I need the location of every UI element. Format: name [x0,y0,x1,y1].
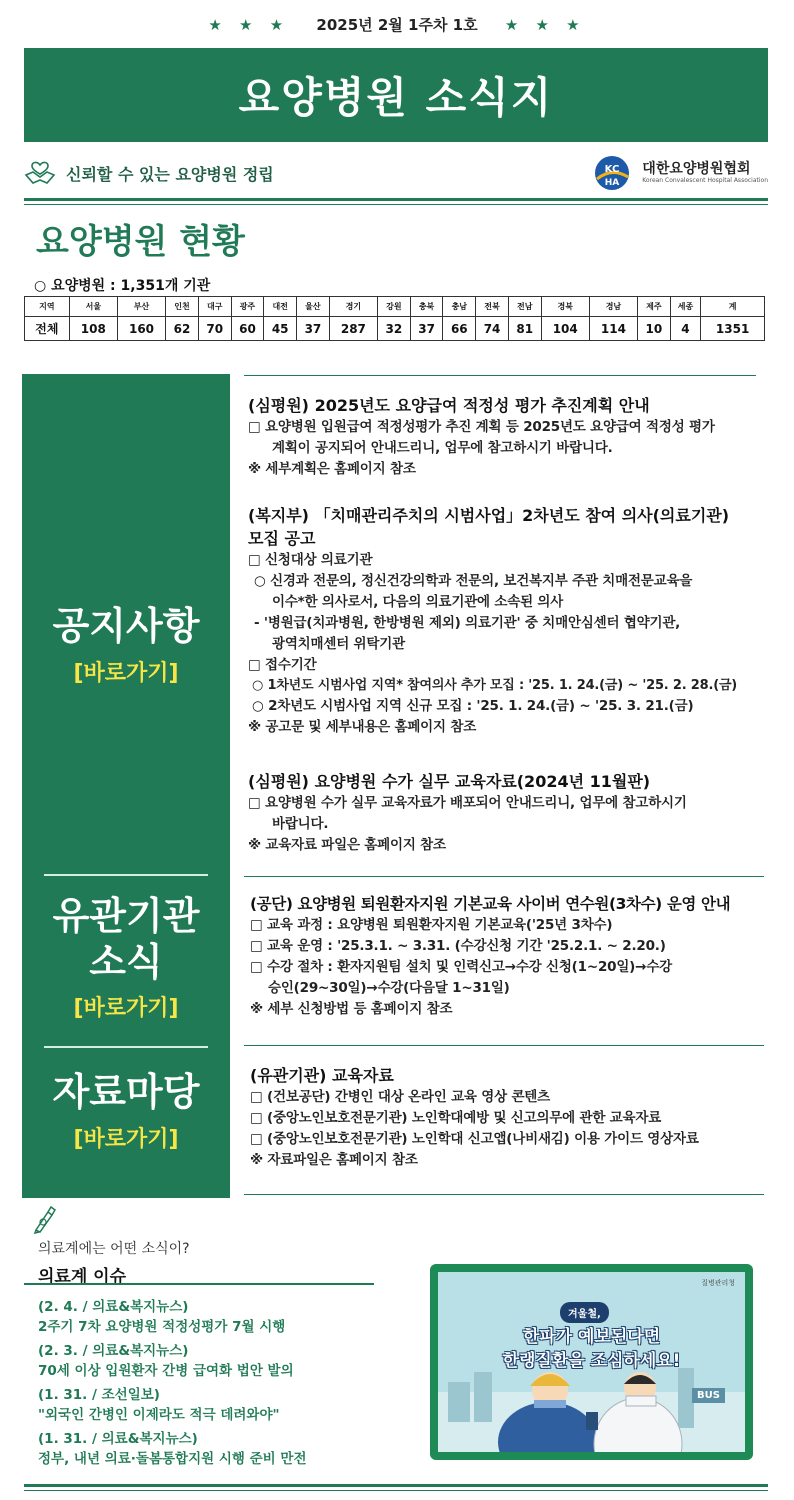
table-header-cell: 광주 [231,297,264,317]
table-cell: 66 [443,317,476,341]
table-header-cell: 세종 [670,297,700,317]
content-rule [244,375,756,376]
status-section-title: 요양병원 현황 [36,222,245,262]
title-banner [24,48,768,142]
news-date: (2. 4. / 의료&복지뉴스) [38,1299,189,1315]
table-header-cell: 전북 [476,297,509,317]
hospital-count: ○ 요양병원 : 1,351개 기관 [34,278,211,294]
table-header-cell: 충남 [443,297,476,317]
svg-text:HA: HA [605,178,620,188]
sidebar-related-title-1: 유관기관 [52,894,200,938]
notice-line: □ 신청대상 의료기관 [248,552,373,569]
news-list [38,1298,378,1475]
notice-title[interactable]: (심평원) 2025년도 요양급여 적정성 평가 추진계획 안내 [248,396,650,415]
sidebar-related[interactable] [22,894,230,1022]
content-rule [244,1194,764,1195]
issue-line [0,14,794,35]
notice-line: ○ 1차년도 시범사업 지역* 참여의사 추가 모집 : '25. 1. 24.(금) ~ '25. 2. 28.(금) [252,677,738,693]
notice-line: □ 요양병원 수가 실무 교육자료가 배포되어 안내드리니, 업무에 참고하시기 [248,795,687,812]
news-item[interactable] [38,1430,378,1469]
sidebar-divider [44,874,208,876]
table-header-cell: 대전 [264,297,297,317]
related-shortcut-link[interactable]: [바로가기] [73,996,179,1022]
category-sidebar [22,374,230,1198]
related-news-item[interactable] [238,893,786,1020]
kcha-logo-icon [590,155,634,191]
table-header-cell: 충북 [410,297,443,317]
notice-line: ○ 신경과 전문의, 정신건강의학과 전문의, 보건복지부 주관 치매전문교육을 [254,573,693,590]
pen-hand-icon [32,1204,58,1234]
table-cell: 37 [297,317,330,341]
sidebar-notice[interactable] [22,604,230,687]
table-header-cell: 강원 [377,297,410,317]
related-news-line: □ 교육 운영 : '25.3.1. ~ 3.31. (수강신청 기간 '25.2.1. ~ 2.20.) [250,938,666,955]
news-headline[interactable]: 정부, 내년 의료·돌봄통합지원 시행 준비 만전 [38,1450,307,1467]
notice-note: ※ 공고문 및 세부내용은 홈페이지 참조 [248,718,477,735]
notice-title[interactable]: (복지부) 「치매관리주치의 시범사업」2차년도 참여 의사(의료기관) [248,506,730,525]
table-header-cell: 인천 [166,297,199,317]
table-cell: 32 [377,317,410,341]
table-cell: 114 [589,317,637,341]
slogan-row [24,148,768,198]
news-intro: 의료계에는 어떤 소식이? [38,1241,190,1257]
poster-headline-2: 한랭질환을 조심하세요! [502,1351,681,1371]
stars-right: ★ ★ ★ [504,16,586,34]
sidebar-notice-title: 공지사항 [52,604,200,648]
slogan-text: 신뢰할 수 있는 요양병원 정립 [66,164,274,184]
notice-shortcut-link[interactable]: [바로가기] [73,660,179,686]
poster-badge: 겨울철, [560,1302,609,1323]
poster-brand: 질병관리청 [701,1279,735,1287]
news-item[interactable] [38,1386,378,1425]
table-header-row [25,297,765,317]
notice-item-3[interactable] [238,770,768,856]
table-header-cell: 제주 [638,297,671,317]
table-cell: 1351 [701,317,765,341]
notice-title-cont: 모집 공고 [248,529,316,549]
table-cell: 104 [541,317,589,341]
resources-note: ※ 자료파일은 홈페이지 참조 [250,1151,418,1168]
news-date: (1. 31. / 의료&복지뉴스) [38,1431,198,1448]
related-news-note: ※ 세부 신청방법 등 홈페이지 참조 [250,1001,453,1018]
notice-line: □ 접수기간 [248,656,317,673]
table-header-cell: 전남 [508,297,541,317]
news-headline[interactable]: "외국인 간병인 이제라도 적극 데려와야" [38,1406,280,1423]
poster-headline-1: 한파가 예보된다면 [522,1327,661,1347]
sidebar-related-title-2: 소식 [89,939,163,984]
association-en-name: Korean Convalescent Hospital Association [642,177,768,185]
issue-label: 2025년 2월 1주차 1호 [316,16,478,34]
related-news-title[interactable]: (공단) 요양병원 퇴원환자지원 기본교육 사이버 연수원(3차수) 운영 안내 [250,895,731,913]
table-cell: 60 [231,317,264,341]
table-cell: 160 [117,317,165,341]
resources-title[interactable]: (유관기관) 교육자료 [250,1066,394,1085]
content-rule [244,876,764,877]
notice-title[interactable]: (심평원) 요양병원 수가 실무 교육자료(2024년 11월판) [248,772,651,791]
table-row-label: 전체 [25,317,70,341]
regional-stats-table [24,296,765,341]
related-news-line: 승인(29~30일)→수강(다음달 1~31일) [268,980,510,997]
handshake-heart-icon [24,161,56,185]
notice-line: 계획이 공지되어 안내드리니, 업무에 참고하시기 바랍니다. [272,440,613,457]
resources-line: □ (중앙노인보호전문기관) 노인학대 신고앱(나비새김) 이용 가이드 영상자료 [250,1131,699,1148]
notice-line: 바랍니다. [272,816,329,833]
poster-image [438,1272,745,1452]
table-cell: 62 [166,317,199,341]
related-news-line: □ 교육 과정 : 요양병원 퇴원환자지원 기본교육('25년 3차수) [250,917,613,934]
table-header-cell: 계 [701,297,765,317]
footer-rule [24,1484,768,1487]
notice-line: - '병원급(치과병원, 한방병원 제외) 의료기관' 중 치매안심센터 협약기관, [254,615,681,632]
divider [24,204,768,205]
resources-line: □ (건보공단) 간병인 대상 온라인 교육 영상 콘텐츠 [250,1089,550,1106]
news-item[interactable] [38,1342,378,1381]
news-headline[interactable]: 70세 이상 입원환자 간병 급여화 법안 발의 [38,1362,294,1379]
table-cell: 45 [264,317,297,341]
notice-item-2[interactable] [238,504,768,738]
table-header-cell: 울산 [297,297,330,317]
association-name: 대한요양병원협회 [642,160,751,177]
bus-sign: BUS [692,1388,725,1403]
news-date: (2. 3. / 의료&복지뉴스) [38,1343,189,1360]
table-cell: 81 [508,317,541,341]
table-cell: 10 [638,317,671,341]
table-cell: 74 [476,317,509,341]
related-news-line: □ 수강 절차 : 환자지원팀 설치 및 인력신고→수강 신청(1~20일)→수강 [250,959,672,976]
news-item[interactable] [38,1298,378,1337]
news-section-title: 의료계 이슈 [38,1267,127,1287]
sidebar-resources[interactable] [22,1070,230,1153]
notice-item-1[interactable] [238,394,768,480]
notice-line: □ 요양병원 입원급여 적정성평가 추진 계획 등 2025년도 요양급여 적정성 평가 [248,419,715,436]
footer-rule [24,1490,768,1491]
notice-line: 이수*한 의사로서, 다음의 의료기관에 소속된 의사 [272,594,564,611]
content-rule [244,1045,764,1046]
notice-note: ※ 세부계획은 홈페이지 참조 [248,461,416,478]
table-header-cell: 부산 [117,297,165,317]
notice-line: ○ 2차년도 시범사업 지역 신규 모집 : '25. 1. 24.(금) ~ '25. 3. 21.(금) [252,698,694,715]
association-logo-block[interactable] [590,155,768,191]
news-rule [24,1283,374,1285]
cold-illness-poster[interactable] [430,1264,753,1460]
table-row [25,317,765,341]
news-headline[interactable]: 2주기 7차 요양병원 적정성평가 7월 시행 [38,1318,286,1335]
resources-item[interactable] [238,1064,768,1171]
table-header-cell: 경기 [329,297,377,317]
notice-note: ※ 교육자료 파일은 홈페이지 참조 [248,837,446,854]
table-header-cell: 경북 [541,297,589,317]
table-header-cell: 경남 [589,297,637,317]
resources-line: □ (중앙노인보호전문기관) 노인학대예방 및 신고의무에 관한 교육자료 [250,1110,662,1127]
table-header-cell: 대구 [198,297,231,317]
divider [24,198,768,201]
resources-shortcut-link[interactable]: [바로가기] [73,1126,179,1152]
news-date: (1. 31. / 조선일보) [38,1387,160,1404]
table-cell: 287 [329,317,377,341]
sidebar-divider [44,1046,208,1048]
sidebar-resources-title: 자료마당 [52,1070,200,1114]
stars-left: ★ ★ ★ [208,16,290,34]
svg-text:KC: KC [604,164,620,175]
table-cell: 37 [410,317,443,341]
table-header-cell: 지역 [25,297,70,317]
table-cell: 70 [198,317,231,341]
notice-line: 광역치매센터 위탁기관 [272,636,405,653]
table-cell: 4 [670,317,700,341]
table-cell: 108 [69,317,117,341]
table-header-cell: 서울 [69,297,117,317]
newsletter-title: 요양병원 소식지 [238,73,554,122]
